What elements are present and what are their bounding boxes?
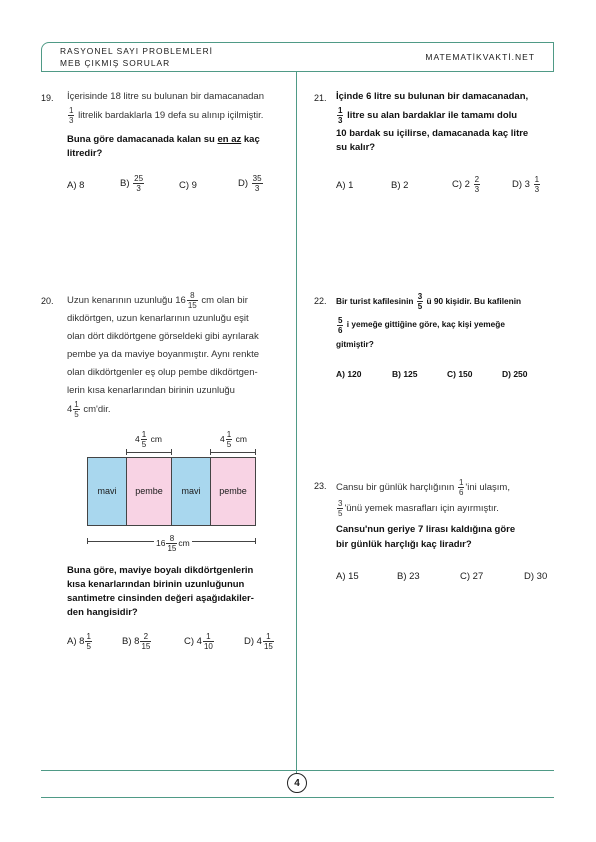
question-20-text: Uzun kenarının uzunluğu 16 $\frac{8}{15}$ cm olan bir dikdörtgen, uzun kenarlarının uzunluğu eşit olan dört dikdörtgene görseldeki gibi ayrılarak pembe ya da maviye boyanmıştır. Aynı renkte olan dikdörtgenler eş olup pembe dikdörtgen- lerin kısa kenarlarından birinin uzunluğu 4 $\frac{1}{5}$ cm'dir.: [67, 291, 260, 420]
question-22-option-b[interactable]: B) 125: [392, 369, 418, 379]
question-20-option-d[interactable]: D) 4 $\frac{1}{15}$: [244, 632, 273, 651]
dimension-label-bottom: 16 $\frac{8}{15}$ cm: [156, 534, 190, 553]
question-22-option-d[interactable]: D) 250: [502, 369, 528, 379]
question-19-option-b[interactable]: B) $\frac{25}{3}$: [120, 174, 144, 193]
header-title: RASYONEL SAYI PROBLEMLERİ MEB ÇIKMIŞ SORULAR: [60, 46, 213, 68]
rectangle-mavi-2: mavi: [171, 457, 211, 526]
question-20-option-b[interactable]: B) 8 $\frac{2}{15}$: [122, 632, 151, 651]
rectangle-mavi-1: mavi: [87, 457, 127, 526]
dimension-tick: [210, 449, 211, 455]
question-19-option-a[interactable]: A) 8: [67, 180, 85, 191]
question-20-option-c[interactable]: C) 4 $\frac{1}{10}$: [184, 632, 213, 651]
question-20-option-a[interactable]: A) 8 $\frac{1}{5}$: [67, 632, 91, 651]
page-number: 4: [287, 773, 307, 793]
question-23-option-c[interactable]: C) 27: [460, 571, 484, 582]
question-21-option-d[interactable]: D) 3 $\frac{1}{3}$: [512, 175, 540, 194]
column-divider: [296, 72, 297, 790]
dimension-label-left: 4 $\frac{1}{5}$ cm: [135, 430, 162, 449]
question-23-number: 23.: [314, 481, 327, 491]
question-21-option-a[interactable]: A) 1: [336, 180, 354, 191]
question-19-option-c[interactable]: C) 9: [179, 180, 197, 191]
page-header: [41, 42, 554, 72]
dimension-tick: [126, 449, 127, 455]
question-21-option-c[interactable]: C) 2 $\frac{2}{3}$: [452, 175, 480, 194]
dimension-tick: [255, 538, 256, 544]
question-23-prompt: Cansu'nun geriye 7 lirası kaldığına göre bir günlük harçlığı kaç liradır?: [336, 524, 516, 550]
question-19-option-d[interactable]: D) $\frac{35}{3}$: [238, 174, 262, 193]
dimension-line-right: [210, 452, 256, 453]
question-22-option-c[interactable]: C) 150: [447, 369, 473, 379]
dimension-tick: [255, 449, 256, 455]
question-23-text: Cansu bir günlük harçlığının $\frac{1}{6}$ 'ini ulaşım, $\frac{3}{5}$ 'ünü yemek masrafları için ayırmıştır.: [336, 478, 510, 519]
question-19-number: 19.: [41, 93, 54, 103]
question-22-number: 22.: [314, 296, 327, 306]
question-19-prompt: Buna göre damacanada kalan su en az kaç litredir?: [67, 134, 260, 159]
question-21-text: İçinde 6 litre su bulunan bir damacanadan, $\frac{1}{3}$ litre su alan bardaklar ile tamamı dolu 10 bardak su içilirse, damacanada kaç litre su kalır?: [336, 91, 529, 154]
dimension-tick: [171, 449, 172, 455]
rectangle-pembe-2: pembe: [210, 457, 256, 526]
question-21-number: 21.: [314, 93, 327, 103]
header-site: MATEMATİKVAKTİ.NET: [425, 52, 535, 62]
dimension-tick: [87, 538, 88, 544]
dimension-line-left: [126, 452, 172, 453]
question-23-option-d[interactable]: D) 30: [524, 571, 548, 582]
fraction: $\frac{1}{3}$: [69, 106, 74, 125]
question-23-option-a[interactable]: A) 15: [336, 571, 359, 582]
question-20-number: 20.: [41, 296, 54, 306]
question-22-text: Bir turist kafilesinin $\frac{3}{5}$ ü 90 kişidir. Bu kafilenin $\frac{5}{6}$ i yemeğe gittiğine göre, kaç kişi yemeğe gitmiştir?: [336, 292, 522, 349]
dimension-label-right: 4 $\frac{1}{5}$ cm: [220, 430, 247, 449]
question-21-option-b[interactable]: B) 2: [391, 180, 409, 191]
question-20-prompt: Buna göre, maviye boyalı dikdörtgenlerin kısa kenarlarından birinin uzunluğunun santimetre cinsinden değeri aşağıdakiler- den hangisidir?: [67, 565, 254, 618]
footer-line-bottom: [41, 797, 554, 798]
question-19-text: İçerisinde 18 litre su bulunan bir damacanadan $\frac{1}{3}$ litrelik bardaklarla 19 defa su alınıp içilmiştir.: [67, 91, 264, 125]
question-22-option-a[interactable]: A) 120: [336, 369, 362, 379]
rectangle-pembe-1: pembe: [126, 457, 172, 526]
footer-line-top: [41, 770, 554, 771]
question-23-option-b[interactable]: B) 23: [397, 571, 420, 582]
fraction: $\frac{1}{3}$: [338, 106, 343, 125]
